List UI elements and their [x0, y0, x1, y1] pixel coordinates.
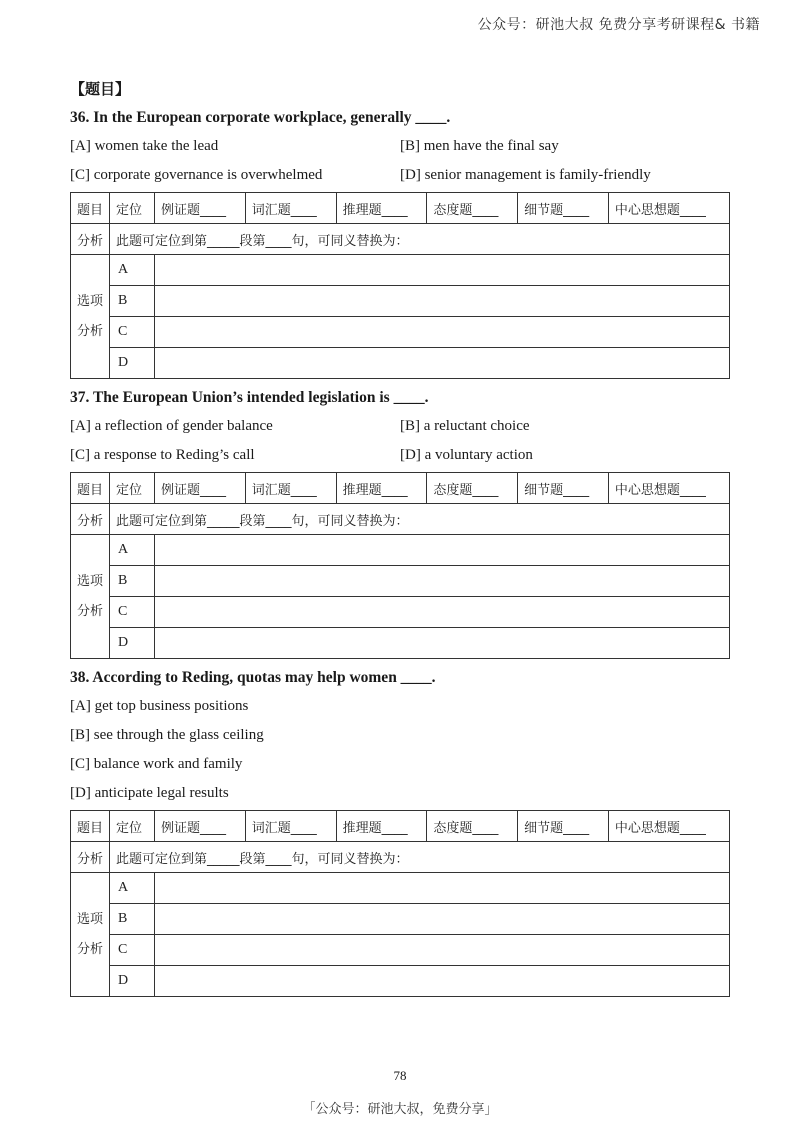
category-locate: 定位 [110, 193, 155, 224]
table-label-tm: 题目 [71, 473, 110, 504]
table-label-fx: 分析 [71, 224, 110, 255]
locate-prompt[interactable]: 此题可定位到第_____段第____句，可同义替换为： [110, 224, 730, 255]
question-stem: 37. The European Union’s intended legislation is ____. [70, 389, 429, 406]
analysis-table [70, 192, 730, 379]
option-a: [A] a reflection of gender balance [70, 418, 273, 434]
category-attitude[interactable]: 态度题____ [427, 193, 518, 224]
answer-field-a[interactable] [155, 535, 730, 566]
letter-a: A [110, 873, 155, 904]
answer-field-c[interactable] [155, 935, 730, 966]
letter-b: B [110, 286, 155, 317]
letter-b: B [110, 904, 155, 935]
letter-c: C [110, 935, 155, 966]
option-analysis-label: 选项 分析 [71, 873, 110, 997]
category-vocab[interactable]: 词汇题____ [245, 473, 336, 504]
locate-prompt[interactable]: 此题可定位到第_____段第____句，可同义替换为： [110, 842, 730, 873]
option-c: [C] corporate governance is overwhelmed [70, 167, 323, 183]
category-main-idea[interactable]: 中心思想题____ [608, 473, 729, 504]
option-a: [A] women take the lead [70, 138, 219, 154]
letter-d: D [110, 628, 155, 659]
answer-field-c[interactable] [155, 317, 730, 348]
answer-field-c[interactable] [155, 597, 730, 628]
question-37 [70, 384, 730, 659]
question-stem: 38. According to Reding, quotas may help women ____. [70, 669, 436, 686]
letter-c: C [110, 317, 155, 348]
option-d: [D] a voluntary action [400, 447, 533, 463]
header-note: 公众号：研池大叔 免费分享考研课程& 书籍 [477, 17, 760, 33]
letter-a: A [110, 255, 155, 286]
category-locate: 定位 [110, 811, 155, 842]
answer-field-d[interactable] [155, 348, 730, 379]
question-38 [70, 664, 730, 997]
option-analysis-label: 选项 分析 [71, 535, 110, 659]
answer-field-a[interactable] [155, 873, 730, 904]
category-example[interactable]: 例证题____ [155, 193, 246, 224]
category-inference[interactable]: 推理题____ [336, 473, 427, 504]
letter-c: C [110, 597, 155, 628]
option-b: [B] see through the glass ceiling [70, 727, 264, 743]
category-vocab[interactable]: 词汇题____ [245, 811, 336, 842]
answer-field-b[interactable] [155, 566, 730, 597]
category-inference[interactable]: 推理题____ [336, 811, 427, 842]
footer-note: 「公众号：研池大叔，免费分享」 [302, 1102, 498, 1117]
table-label-tm: 题目 [71, 811, 110, 842]
category-detail[interactable]: 细节题____ [518, 811, 609, 842]
section-label: 【题目】 [70, 80, 131, 98]
answer-field-b[interactable] [155, 286, 730, 317]
letter-b: B [110, 566, 155, 597]
option-d: [D] anticipate legal results [70, 785, 229, 801]
answer-field-d[interactable] [155, 628, 730, 659]
option-a: [A] get top business positions [70, 698, 249, 714]
table-label-fx: 分析 [71, 842, 110, 873]
category-locate: 定位 [110, 473, 155, 504]
category-attitude[interactable]: 态度题____ [427, 811, 518, 842]
option-c: [C] balance work and family [70, 756, 243, 772]
option-c: [C] a response to Reding’s call [70, 447, 255, 463]
answer-field-b[interactable] [155, 904, 730, 935]
locate-prompt[interactable]: 此题可定位到第_____段第____句，可同义替换为： [110, 504, 730, 535]
answer-field-d[interactable] [155, 966, 730, 997]
category-detail[interactable]: 细节题____ [518, 473, 609, 504]
page-number: 78 [393, 1068, 407, 1083]
category-vocab[interactable]: 词汇题____ [245, 193, 336, 224]
category-main-idea[interactable]: 中心思想题____ [608, 811, 729, 842]
letter-a: A [110, 535, 155, 566]
analysis-table [70, 472, 730, 659]
option-b: [B] a reluctant choice [400, 418, 530, 434]
table-label-fx: 分析 [71, 504, 110, 535]
letter-d: D [110, 966, 155, 997]
category-main-idea[interactable]: 中心思想题____ [608, 193, 729, 224]
option-b: [B] men have the final say [400, 138, 559, 154]
question-stem: 36. In the European corporate workplace, generally ____. [70, 109, 451, 126]
option-d: [D] senior management is family-friendly [400, 167, 651, 183]
option-analysis-label: 选项 分析 [71, 255, 110, 379]
category-inference[interactable]: 推理题____ [336, 193, 427, 224]
category-attitude[interactable]: 态度题____ [427, 473, 518, 504]
letter-d: D [110, 348, 155, 379]
question-36 [70, 104, 730, 379]
category-example[interactable]: 例证题____ [155, 811, 246, 842]
table-label-tm: 题目 [71, 193, 110, 224]
category-example[interactable]: 例证题____ [155, 473, 246, 504]
analysis-table [70, 810, 730, 997]
answer-field-a[interactable] [155, 255, 730, 286]
category-detail[interactable]: 细节题____ [518, 193, 609, 224]
